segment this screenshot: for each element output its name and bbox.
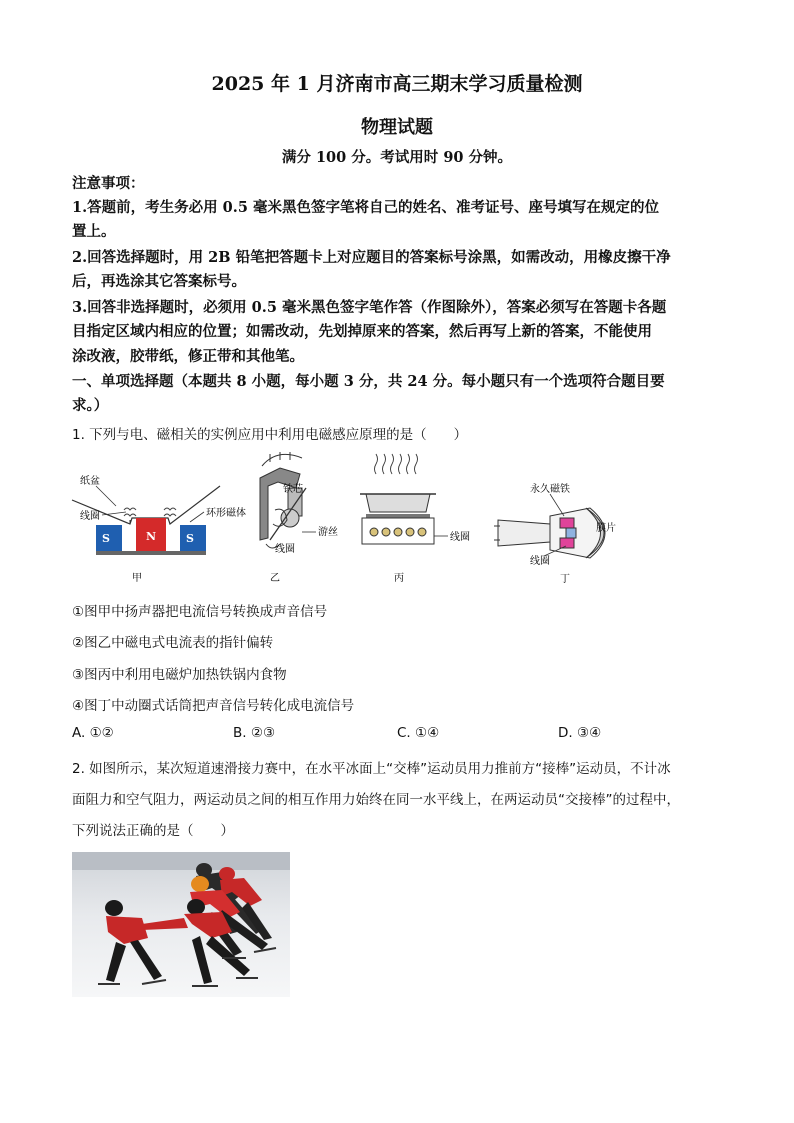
svg-text:S: S <box>186 532 194 545</box>
caption-ding: 丁 <box>560 574 570 585</box>
q1-option-a: A. ①② <box>72 725 114 741</box>
notice-line: 后，再选涂其它答案标号。 <box>72 273 246 290</box>
section-heading-cont: 求。） <box>72 397 109 414</box>
label-xianquan-ding: 线圈 <box>530 556 550 567</box>
svg-text:N: N <box>146 530 157 543</box>
label-xianquan: 线圈 <box>80 511 100 522</box>
q1-statement: ②图乙中磁电式电流表的指针偏转 <box>72 635 274 651</box>
q1-figure <box>70 448 630 588</box>
label-tiexin: 铁芯 <box>283 484 303 495</box>
q1-option-c: C. ①④ <box>397 725 440 741</box>
question-2-stem-cont: 面阻力和空气阻力，两运动员之间的相互作用力始终在同一水平线上，在两运动员“交接棒”的过程中， <box>72 792 680 808</box>
figure-bing-induction-cooker <box>360 454 470 584</box>
q1-statement: ③图丙中利用电磁炉加热铁锅内食物 <box>72 667 287 683</box>
speed-skating-photo <box>72 852 290 997</box>
question-2-stem-cont: 下列说法正确的是（ ） <box>72 823 234 839</box>
notice-line: 3.回答非选择题时，必须用 0.5 毫米黑色签字笔作答（作图除外），答案必须写在答题卡各题 <box>72 299 667 316</box>
label-yongjiu-citie: 永久磁铁 <box>530 484 570 495</box>
figure-ding-microphone <box>494 482 616 585</box>
q1-option-d: D. ③④ <box>558 725 602 741</box>
notice-line: 置上。 <box>72 223 116 240</box>
question-1-stem: 1. 下列与电、磁相关的实例应用中利用电磁感应原理的是（ ） <box>72 427 468 443</box>
subject-title: 物理试题 <box>361 117 433 138</box>
svg-text:S: S <box>102 532 110 545</box>
notice-line: 1.答题前，考生务必用 0.5 毫米黑色签字笔将自己的姓名、准考证号、座号填写在规定的位 <box>72 199 659 216</box>
caption-bing: 丙 <box>394 573 404 584</box>
figure-jia-loudspeaker <box>72 474 246 584</box>
question-2-stem: 2. 如图所示，某次短道速滑接力赛中，在水平冰面上“交棒”运动员用力推前方“接棒”运动员，不计冰 <box>72 761 671 777</box>
exam-title: 2025 年 1 月济南市高三期末学习质量检测 <box>211 73 583 95</box>
q1-statement: ①图甲中扬声器把电流信号转换成声音信号 <box>72 604 328 620</box>
notice-heading: 注意事项： <box>72 175 145 192</box>
notice-line: 2.回答选择题时，用 2B 铅笔把答题卡上对应题目的答案标号涂黑，如需改动，用橡皮擦干净 <box>72 249 671 266</box>
score-line: 满分 100 分。考试用时 90 分钟。 <box>281 149 513 166</box>
label-xianquan-bing: 线圈 <box>450 532 470 543</box>
figure-yi-galvanometer <box>260 452 338 584</box>
notice-line: 涂改液，胶带纸，修正带和其他笔。 <box>72 348 304 365</box>
notice-line: 目指定区域内相应的位置；如需改动，先划掉原来的答案，然后再写上新的答案，不能使用 <box>72 323 652 340</box>
label-mopian: 膜片 <box>596 523 616 534</box>
label-zhipen: 纸盆 <box>80 476 100 487</box>
label-xianquan-yi: 线圈 <box>275 544 295 555</box>
label-huanxing-citi: 环形磁体 <box>206 508 246 519</box>
caption-yi: 乙 <box>270 573 280 584</box>
label-yousi: 游丝 <box>318 527 338 538</box>
q1-option-b: B. ②③ <box>233 725 276 741</box>
section-heading: 一、单项选择题（本题共 8 小题，每小题 3 分，共 24 分。每小题只有一个选项符合题目要 <box>72 373 665 390</box>
caption-jia: 甲 <box>132 573 142 584</box>
q1-statement: ④图丁中动圈式话筒把声音信号转化成电流信号 <box>72 698 355 714</box>
